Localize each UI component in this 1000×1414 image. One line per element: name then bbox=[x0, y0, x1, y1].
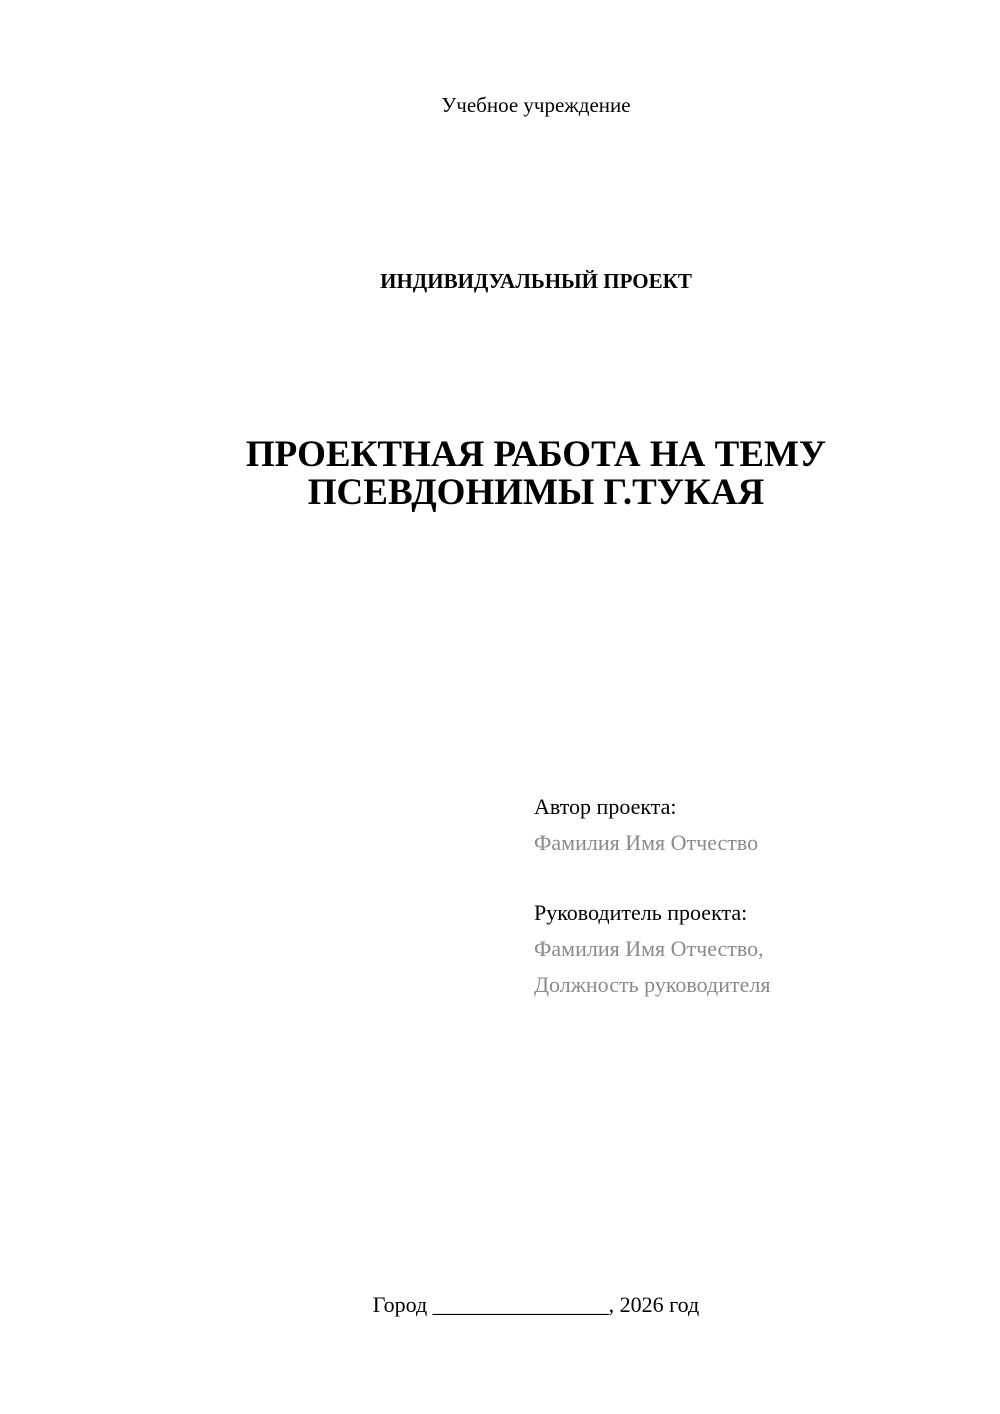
project-title bbox=[0, 436, 1000, 512]
author-name: Фамилия Имя Отчество bbox=[534, 830, 759, 855]
authors-block bbox=[534, 789, 974, 1003]
supervisor-label: Руководитель проекта: bbox=[534, 900, 748, 925]
project-title-line-1: ПРОЕКТНАЯ РАБОТА НА ТЕМУ bbox=[245, 434, 827, 475]
author-label: Автор проекта: bbox=[534, 794, 677, 819]
project-title-line-2: ПСЕВДОНИМЫ Г.ТУКАЯ bbox=[307, 472, 765, 513]
city-year-line: Город ________________, 2026 год bbox=[372, 1292, 700, 1317]
institution-name: Учебное учреждение bbox=[441, 93, 631, 117]
supervisor-name: Фамилия Имя Отчество, bbox=[534, 936, 764, 961]
authors-spacer bbox=[534, 861, 974, 895]
project-type-heading: ИНДИВИДУАЛЬНЫЙ ПРОЕКТ bbox=[380, 269, 692, 293]
supervisor-position: Должность руководителя bbox=[534, 972, 771, 997]
